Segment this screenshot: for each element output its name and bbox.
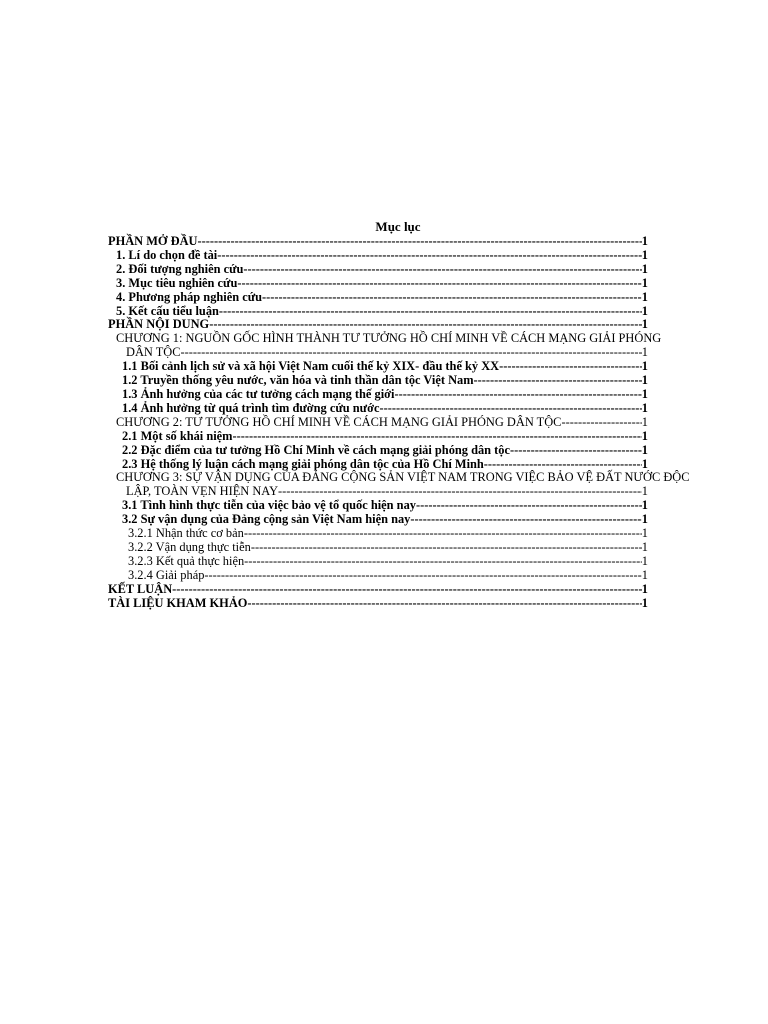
dot-leader [416, 499, 642, 513]
dot-leader [244, 555, 642, 569]
toc-entry-label: 2.1 Một số khái niệm [122, 428, 233, 443]
dot-leader [217, 249, 642, 263]
toc-entry-label: 2. Đối tượng nghiên cứu [116, 261, 244, 276]
dot-leader [262, 291, 642, 305]
toc-page-number: 1 [641, 359, 648, 374]
toc-page-number: 1 [641, 345, 648, 360]
toc-entry-label: 1.1 Bối cảnh lịch sử và xã hội Việt Nam cuối thế kỷ XIX- đầu thế kỷ XX [122, 359, 500, 374]
toc-entry [108, 513, 648, 527]
toc-page-number: 1 [641, 303, 648, 318]
toc-entry [108, 263, 648, 277]
toc-entry [108, 527, 648, 541]
dot-leader [510, 444, 642, 458]
toc-entry-label: TÀI LIỆU KHAM KHẢO [108, 595, 248, 610]
toc-page-number: 1 [641, 442, 648, 457]
toc-page-number: 1 [641, 553, 648, 568]
toc-entry-label: 3.2.2 Vận dụng thực tiễn [128, 539, 251, 554]
toc-page-number: 1 [641, 456, 648, 471]
dot-leader [379, 402, 641, 416]
toc-page-number: 1 [641, 581, 648, 596]
toc-entry [108, 430, 648, 444]
toc-entry [108, 249, 648, 263]
dot-leader [244, 527, 642, 541]
toc-entry-label: 1.2 Truyền thống yêu nước, văn hóa và tinh thần dân tộc Việt Nam [122, 373, 474, 388]
toc-entry [108, 555, 648, 569]
toc-entry [108, 235, 648, 249]
toc-page-number: 1 [641, 386, 648, 401]
toc-entry-label: 1. Lí do chọn đề tài [116, 247, 218, 262]
dot-leader [181, 346, 642, 360]
toc-entry-label: 4. Phương pháp nghiên cứu [116, 289, 263, 304]
toc-entry-label: 2.2 Đặc điểm của tư tưởng Hồ Chí Minh về cách mạng giải phóng dân tộc [122, 442, 510, 457]
dot-leader [278, 485, 642, 499]
toc-page-number: 1 [641, 400, 648, 415]
toc-page-number: 1 [641, 414, 648, 429]
toc-entry-label: KẾT LUẬN [108, 581, 173, 596]
dot-leader [219, 305, 642, 319]
toc-page-number: 1 [641, 484, 648, 499]
toc-entry [108, 291, 648, 305]
toc-entry-label: PHẦN MỞ ĐẦU [108, 234, 198, 248]
toc-chapter-entry [108, 470, 690, 499]
toc-page-number: 1 [641, 539, 648, 554]
toc-entry [108, 360, 648, 374]
toc-entry-label: 3.1 Tình hình thực tiễn của việc bảo vệ tổ quốc hiện nay [122, 498, 416, 513]
toc-page-number: 1 [641, 428, 648, 443]
toc-entry-label: CHƯƠNG 3: SỰ VẬN DỤNG CỦA ĐẢNG CỘNG SẢN VIỆT NAM TRONG VIỆC BẢO VỆ ĐẤT NƯỚC ĐỘC [116, 470, 690, 485]
toc-entry [108, 416, 648, 430]
toc-entry [108, 541, 648, 555]
toc-entry [108, 388, 648, 402]
dot-leader [233, 430, 642, 444]
toc-page-number: 1 [641, 595, 648, 610]
dot-leader [172, 583, 642, 597]
dot-leader [410, 513, 641, 527]
toc-entry [108, 444, 648, 458]
toc-entry-label: 3.2.1 Nhận thức cơ bản [128, 526, 244, 541]
toc-entry-label: CHƯƠNG 1: NGUỒN GỐC HÌNH THÀNH TƯ TƯỞNG HỒ CHÍ MINH VỀ CÁCH MẠNG GIẢI PHÓNG [116, 331, 662, 346]
toc-entry-label: PHẦN NỘI DUNG [108, 317, 210, 332]
toc-entry [108, 499, 648, 513]
toc-entry-label: CHƯƠNG 2: TƯ TƯỞNG HỒ CHÍ MINH VỀ CÁCH MẠNG GIẢI PHÓNG DÂN TỘC [116, 414, 562, 429]
toc-entry [108, 277, 648, 291]
toc-entry [108, 597, 648, 611]
dot-leader [197, 235, 641, 249]
toc-page-number: 1 [641, 247, 648, 262]
toc-page-number: 1 [641, 261, 648, 276]
toc-entry-label-cont: DÂN TỘC [126, 345, 181, 360]
toc-page-number: 1 [641, 373, 648, 388]
dot-leader [247, 597, 641, 611]
toc-page-number: 1 [641, 275, 648, 290]
dot-leader [394, 388, 641, 402]
toc-entry-label: 5. Kết cấu tiểu luận [116, 303, 219, 318]
toc-entry-label: 2.3 Hệ thống lý luận cách mạng giải phóng dân tộc của Hồ Chí Minh [122, 456, 484, 471]
dot-leader [237, 277, 641, 291]
toc-title: Mục lục [375, 219, 421, 234]
dot-leader [251, 541, 642, 555]
toc-entry-continuation [116, 346, 648, 360]
dot-leader [561, 416, 641, 430]
toc-entry [108, 583, 648, 597]
toc-chapter-entry [108, 331, 662, 360]
toc-entry [108, 374, 648, 388]
toc-page-number: 1 [641, 567, 648, 582]
toc-page-number: 1 [641, 234, 648, 248]
dot-leader [499, 360, 642, 374]
toc-page-number: 1 [641, 289, 648, 304]
dot-leader [204, 569, 641, 583]
dot-leader [243, 263, 641, 277]
toc-entry [108, 402, 648, 416]
toc-entry-continuation [116, 485, 648, 499]
toc-entry-label-cont: LẬP, TOÀN VẸN HIỆN NAY [126, 484, 279, 499]
toc-entry-label: 1.4 Ảnh hưởng từ quá trình tìm đường cứu nước [122, 400, 380, 415]
toc-page-number: 1 [641, 526, 648, 541]
dot-leader [474, 374, 642, 388]
table-of-contents [108, 218, 690, 610]
toc-entry-label: 1.3 Ảnh hưởng của các tư tưởng cách mạng thế giới [122, 386, 395, 401]
toc-entry-label: 3. Mục tiêu nghiên cứu [116, 275, 238, 290]
toc-page-number: 1 [641, 512, 648, 527]
toc-entry-label: 3.2 Sự vận dụng của Đảng cộng sản Việt Nam hiện nay [122, 512, 411, 527]
toc-page-number: 1 [641, 317, 648, 332]
toc-entry-label: 3.2.3 Kết quả thực hiện [128, 553, 245, 568]
toc-entry [108, 569, 648, 583]
toc-entry-label: 3.2.4 Giải pháp [128, 567, 205, 582]
toc-page-number: 1 [641, 498, 648, 513]
